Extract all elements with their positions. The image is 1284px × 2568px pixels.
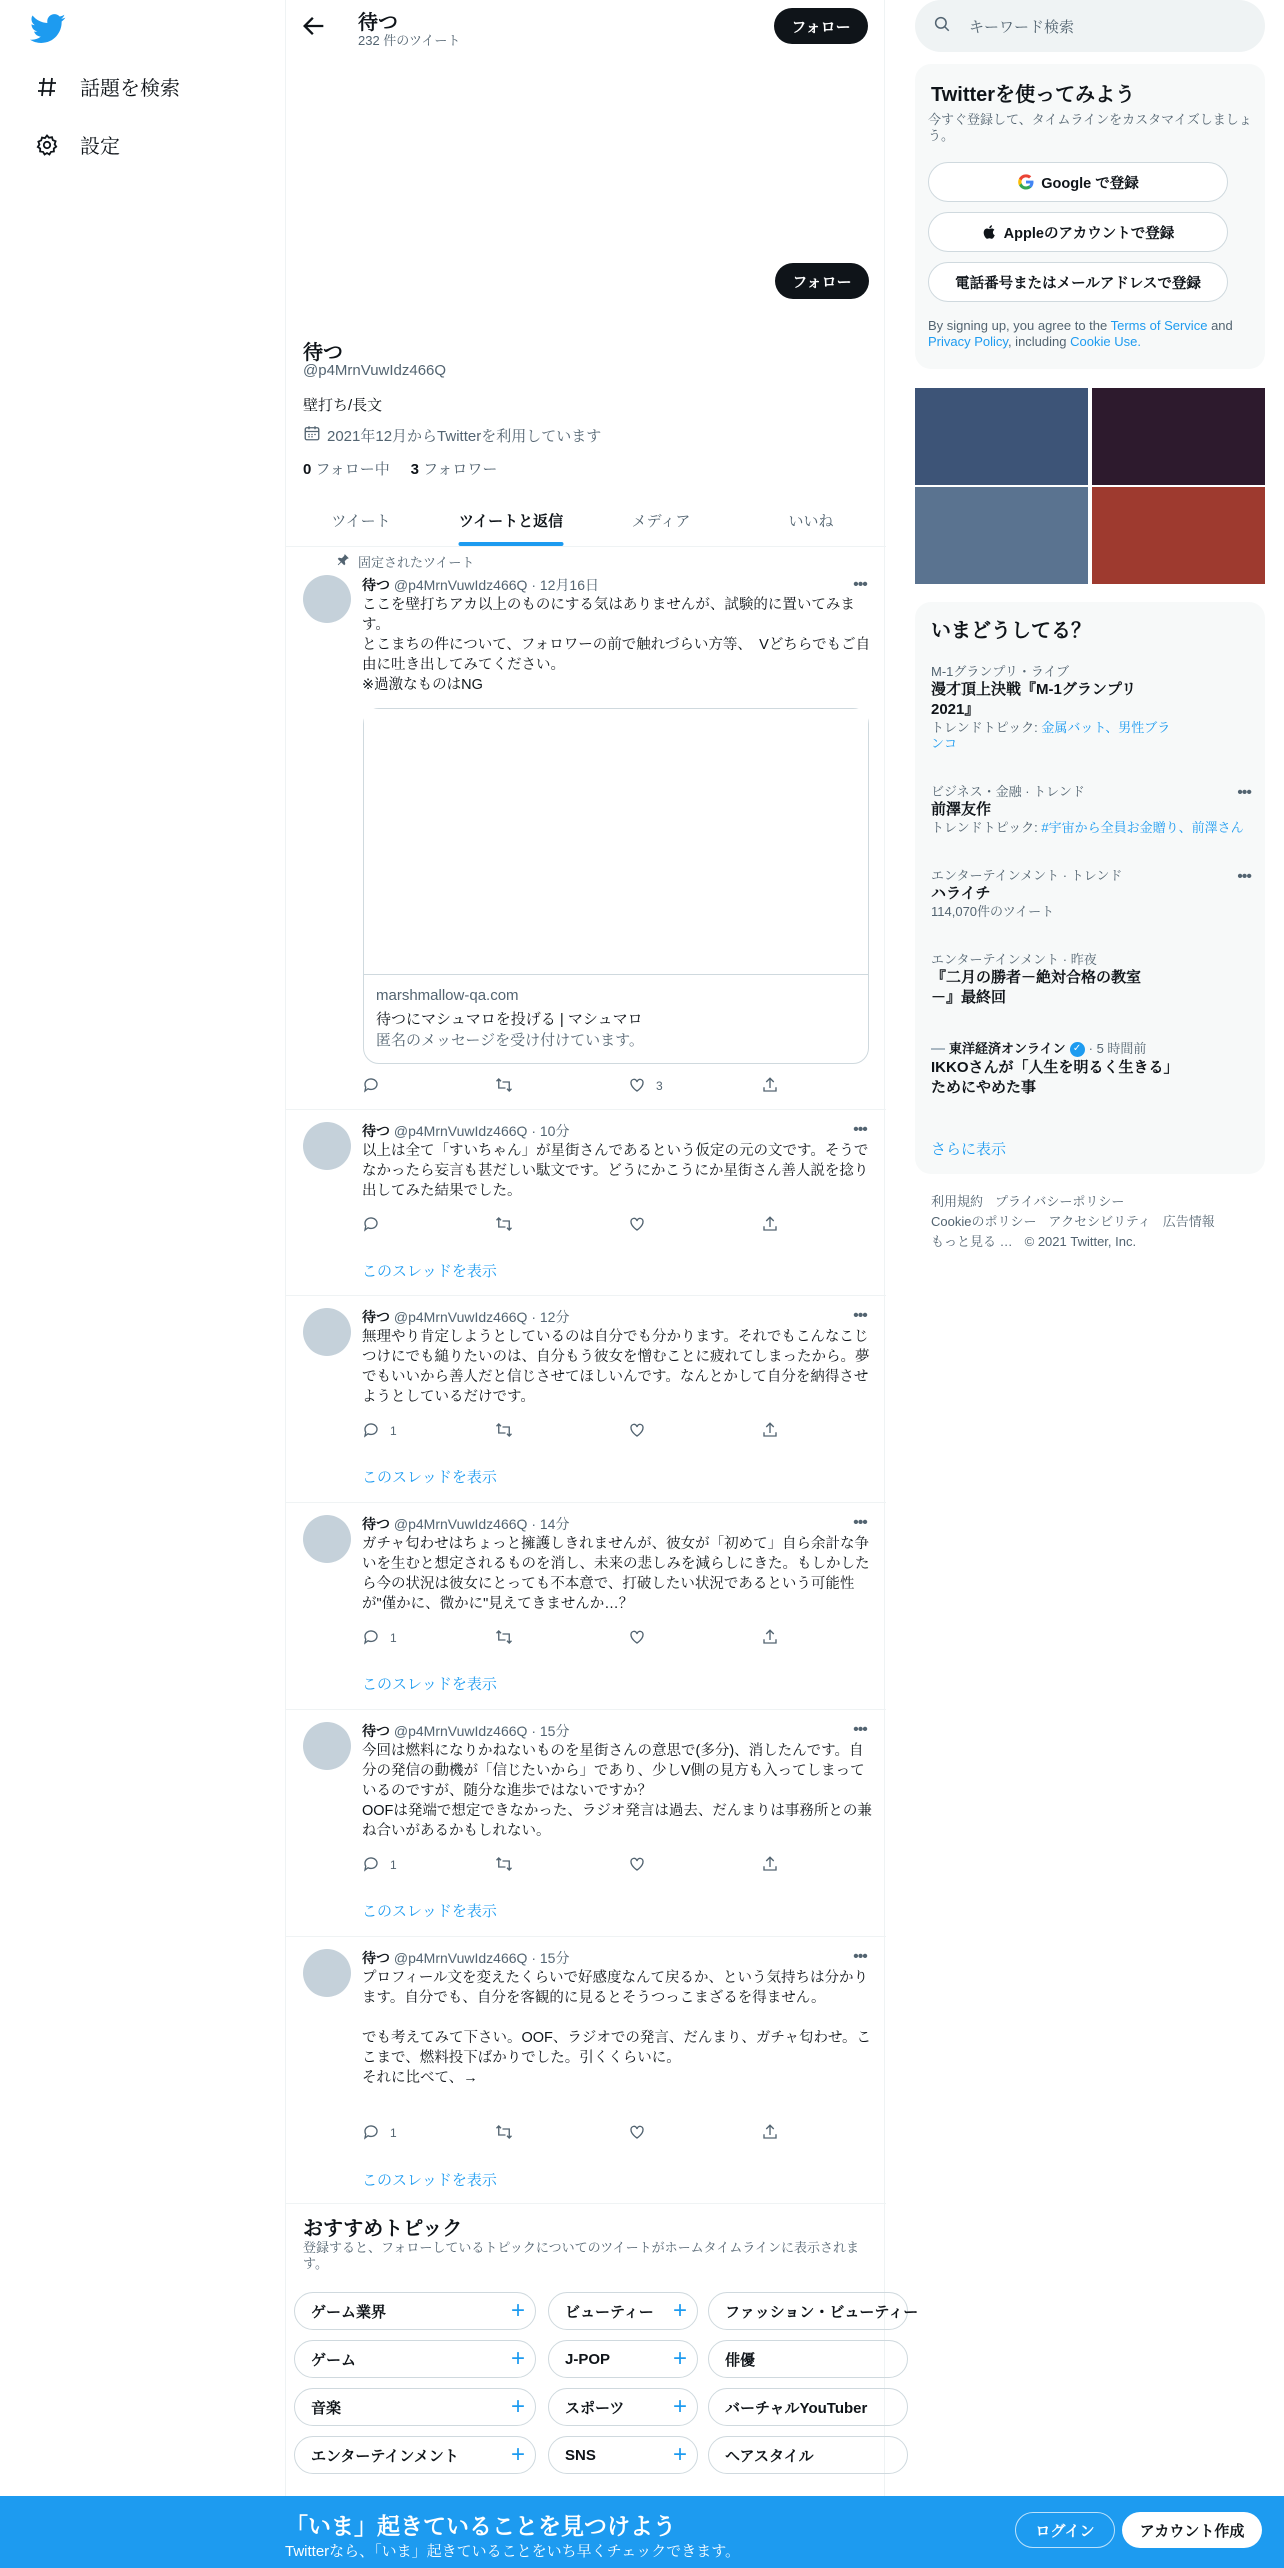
more-icon[interactable]: ••• xyxy=(853,1948,867,1965)
topic-row xyxy=(294,2292,919,2330)
news-logo-icon xyxy=(931,1048,945,1050)
tweet-actions xyxy=(362,1421,802,1441)
like-button[interactable] xyxy=(628,1628,761,1648)
tweet-author[interactable]: 待つ xyxy=(362,577,390,593)
tweet-text: プロフィール文を変えたくらいで好感度なんて戻るか、という気持ちは分かります。自分でも、自分を客観的に見るとそうつっこまざるを得ません。 でも考えてみて下さい。OOF、ラジオでの発言、だんまり、ガチャ匂わせ。ここまで、燃料投下ばかりでした。引くくらいに。 それに比べて、→ xyxy=(362,1970,872,2086)
like-button[interactable] xyxy=(628,2123,761,2143)
topic-row xyxy=(294,2340,886,2378)
avatar[interactable] xyxy=(303,575,351,623)
reply-button[interactable] xyxy=(362,1215,495,1235)
profile-joined-text: 2021年12月からTwitterを利用しています xyxy=(327,427,602,445)
apple-signup-button[interactable] xyxy=(928,212,1228,252)
reply-button[interactable] xyxy=(362,2123,495,2143)
media-thumbnail[interactable] xyxy=(1092,388,1265,485)
avatar[interactable] xyxy=(303,1308,351,1356)
reply-button[interactable] xyxy=(362,1855,495,1875)
news-source xyxy=(931,1040,1251,1058)
terms-link[interactable]: Terms of Service xyxy=(1110,318,1208,333)
reply-icon xyxy=(362,2123,380,2144)
like-button[interactable] xyxy=(628,1215,761,1235)
topic-label: ヘアスタイル xyxy=(725,2447,814,2465)
nav-explore[interactable] xyxy=(34,72,180,101)
trend-item[interactable] xyxy=(931,952,1251,1008)
media-thumbnail[interactable] xyxy=(1092,487,1265,584)
phone-email-signup-button[interactable]: 電話番号またはメールアドレスで登録 xyxy=(928,262,1228,302)
reply-count: 1 xyxy=(390,1424,397,1438)
twitter-bird-icon[interactable] xyxy=(30,14,66,44)
retweet-icon xyxy=(495,2123,513,2144)
show-thread-link[interactable]: このスレッドを表示 xyxy=(362,2172,497,2189)
tweet-text: ここを壁打ちアカ以上のものにする気はありませんが、試験的に置いてみます。 とこまちの件について、フォロワーの前で触れづらい方等、 Vどちらでもご自由に吐き出してみてください。 ※過激なものはNG xyxy=(362,597,871,693)
tweet-item[interactable] xyxy=(286,1710,886,1937)
reply-button[interactable] xyxy=(362,1421,495,1441)
profile-header xyxy=(286,0,886,52)
copyright: © 2021 Twitter, Inc. xyxy=(1024,1234,1137,1249)
topic-label: J-POP xyxy=(565,2350,611,2368)
bottombar-subtitle: Twitterなら、「いま」起きていることをいち早くチェックできます。 xyxy=(285,2543,741,2560)
topic-label: 音楽 xyxy=(311,2399,342,2417)
footer xyxy=(931,1192,1251,1252)
trend-meta xyxy=(931,904,1251,920)
tweet-meta: @p4MrnVuwIdz466Q · 12分 xyxy=(393,1309,570,1325)
tweet-header xyxy=(362,1121,872,1141)
topic-label: ビューティー xyxy=(565,2303,654,2321)
show-thread-link[interactable]: このスレッドを表示 xyxy=(362,1469,497,1486)
trend-meta-label: トレンドトピック: xyxy=(931,720,1042,735)
trend-item[interactable] xyxy=(931,664,1251,752)
trend-meta-link[interactable]: #宇宙から全員お金贈り、前澤さん xyxy=(1041,820,1244,835)
media-thumbnail[interactable] xyxy=(915,487,1088,584)
topic-label: エンターテインメント xyxy=(311,2447,459,2465)
tab-likes[interactable]: いいね xyxy=(788,513,834,530)
tweet-header xyxy=(362,575,872,595)
more-icon[interactable]: ••• xyxy=(1237,784,1251,801)
news-item[interactable] xyxy=(931,1040,1251,1098)
share-button[interactable] xyxy=(761,1855,801,1875)
tweet-actions xyxy=(362,1076,802,1096)
share-icon xyxy=(761,1855,779,1876)
bottombar-title: 「いま」起きていることを見つけよう xyxy=(285,2513,676,2539)
card-domain: marshmallow-qa.com xyxy=(376,987,519,1004)
plus-icon: + xyxy=(672,2441,687,2468)
trend-category: M-1グランプリ・ライブ xyxy=(931,664,1070,679)
search-placeholder: キーワード検索 xyxy=(969,18,1075,36)
pinned-label: 固定されたツイート xyxy=(358,555,475,570)
share-button[interactable] xyxy=(761,1628,801,1648)
show-more-link[interactable]: さらに表示 xyxy=(931,1141,1007,1158)
footer-more-link[interactable]: もっと見る … xyxy=(931,1234,1013,1249)
tweet-item[interactable] xyxy=(286,1937,886,2204)
reply-icon xyxy=(362,1628,380,1649)
tab-tweets-replies[interactable]: ツイートと返信 xyxy=(436,495,586,546)
footer-link[interactable]: アクセシビリティ xyxy=(1048,1214,1151,1229)
plus-icon: + xyxy=(510,2441,525,2468)
like-button[interactable] xyxy=(628,1076,761,1096)
footer-link[interactable]: 広告情報 xyxy=(1162,1214,1215,1229)
trend-name: 前澤友作 xyxy=(931,801,992,818)
trend-category: エンターテインメント · トレンド xyxy=(931,868,1123,883)
google-signup-label: Google で登録 xyxy=(1041,175,1139,192)
share-icon xyxy=(761,1628,779,1649)
tweet-author[interactable]: 待つ xyxy=(362,1950,390,1966)
main-column xyxy=(285,0,919,2568)
trend-name: 『二月の勝者－絶対合格の教室－』最終回 xyxy=(931,969,1142,1006)
tweet-item[interactable] xyxy=(286,1110,886,1296)
tweet-meta: @p4MrnVuwIdz466Q · 15分 xyxy=(393,1950,570,1966)
avatar[interactable] xyxy=(303,1722,351,1770)
news-source-name: 東洋経済オンライン xyxy=(949,1041,1066,1056)
plus-icon: + xyxy=(510,2345,525,2372)
nav-settings-label: 設定 xyxy=(80,136,120,158)
privacy-link[interactable]: Privacy Policy xyxy=(928,334,1008,349)
topic-chip[interactable] xyxy=(294,2388,536,2426)
reply-count: 1 xyxy=(390,1858,397,1872)
left-nav xyxy=(0,0,285,2568)
more-icon[interactable]: ••• xyxy=(853,1721,867,1738)
like-count: 3 xyxy=(656,1079,663,1093)
google-signup-button[interactable] xyxy=(928,162,1228,202)
reply-count: 1 xyxy=(390,1631,397,1645)
tweet-meta: @p4MrnVuwIdz466Q · 15分 xyxy=(393,1723,570,1739)
tweet-text: 無理やり肯定しようとしているのは自分でも分かります。それでもこんなこじつけにでも縋りたいのは、自分もう彼女を憎むことに疲れてしまったから。夢でもいいから善人だと信じさせてほしいんです。なんとかして自分を納得させようとしているだけです。 xyxy=(362,1329,870,1405)
share-icon xyxy=(761,1421,779,1442)
signup-panel xyxy=(915,64,1265,369)
topic-chip[interactable] xyxy=(294,2340,536,2378)
reply-button[interactable] xyxy=(362,1628,495,1648)
more-icon[interactable]: ••• xyxy=(1237,868,1251,885)
following-count: 0 xyxy=(303,461,312,478)
google-icon xyxy=(1017,173,1035,191)
signup-subtitle: 今すぐ登録して、タイムラインをカスタマイズしましょう。 xyxy=(928,112,1252,143)
cookie-link[interactable]: Cookie Use. xyxy=(1070,334,1141,349)
reply-button[interactable] xyxy=(362,1076,495,1096)
link-card[interactable] xyxy=(363,708,869,1064)
more-icon[interactable]: ••• xyxy=(853,1307,867,1324)
trends-panel xyxy=(915,602,1265,1174)
retweet-button[interactable] xyxy=(495,1628,628,1648)
reply-icon xyxy=(362,1855,380,1876)
tweet-text: 今回は燃料になりかねないものを星街さんの意思で(多分)、消したんです。自分の発信の動機が「信じたいから」であり、少しV側の見方も入ってしまっているのですが、随分な進歩ではないですか？ OOFは発端で想定できなかった、ラジオ発言は過去、だんまりは事務所との兼ね合いがあるかもしれない。 xyxy=(362,1743,872,1839)
profile-handle: @p4MrnVuwIdz466Q xyxy=(303,362,447,379)
plus-icon: + xyxy=(510,2393,525,2420)
tweet-author[interactable]: 待つ xyxy=(362,1309,390,1325)
trends-title: いまどうしてる？ xyxy=(931,620,1091,642)
heart-icon xyxy=(628,1215,646,1236)
topic-label: SNS xyxy=(565,2446,596,2464)
more-icon[interactable]: ••• xyxy=(853,576,867,593)
like-button[interactable] xyxy=(628,1421,761,1441)
retweet-button[interactable] xyxy=(495,1215,628,1235)
tweet-header xyxy=(362,1514,872,1534)
following-link[interactable] xyxy=(303,461,390,478)
share-icon xyxy=(761,1215,779,1236)
card-description: 匿名のメッセージを受け付けています。 xyxy=(376,1032,644,1049)
share-button[interactable] xyxy=(761,1076,801,1096)
topic-chip[interactable] xyxy=(708,2436,908,2474)
share-button[interactable] xyxy=(761,1421,801,1441)
tweet-meta: @p4MrnVuwIdz466Q · 14分 xyxy=(393,1516,570,1532)
nav-explore-label: 話題を検索 xyxy=(80,78,180,100)
legal-including: , including xyxy=(1007,334,1067,349)
retweet-button[interactable] xyxy=(495,2123,628,2143)
topics-title: おすすめトピック xyxy=(303,2218,463,2240)
trend-item[interactable] xyxy=(931,784,1251,836)
retweet-icon xyxy=(495,1421,513,1442)
topic-label: 俳優 xyxy=(725,2351,756,2369)
tweet-actions xyxy=(362,1855,802,1875)
trend-category: エンターテインメント · 昨夜 xyxy=(931,952,1097,967)
share-icon xyxy=(761,2123,779,2144)
tweet-actions xyxy=(362,1215,802,1235)
share-button[interactable] xyxy=(761,1215,801,1235)
header-follow-button[interactable]: フォロー xyxy=(774,8,868,44)
tweet-text: 以上は全て「すいちゃん」が星街さんであるという仮定の元の文です。そうでなかったら妄言も甚だしい駄文です。どうにかこうにか星街さん善人説を捻り出してみた結果でした。 xyxy=(362,1143,869,1199)
topic-label: ゲーム xyxy=(311,2351,357,2369)
trend-meta xyxy=(931,720,1171,752)
apple-icon xyxy=(982,223,998,241)
retweet-icon xyxy=(495,1855,513,1876)
heart-icon xyxy=(628,1076,646,1097)
search-icon xyxy=(933,15,951,37)
plus-icon: + xyxy=(510,2297,525,2324)
share-icon xyxy=(761,1076,779,1097)
tweet-item[interactable] xyxy=(286,545,886,1110)
topic-label: ファッション・ビューティー xyxy=(725,2303,919,2321)
show-thread-link[interactable]: このスレッドを表示 xyxy=(362,1676,497,1693)
card-image xyxy=(364,709,868,975)
media-thumbnail[interactable] xyxy=(915,388,1088,485)
plus-icon: + xyxy=(672,2393,687,2420)
news-title: IKKOさんが「人生を明るく生きる」ためにやめた事 xyxy=(931,1059,1179,1096)
legal-text: By signing up, you agree to the xyxy=(928,318,1108,333)
topic-row xyxy=(294,2388,886,2426)
topic-row xyxy=(294,2436,886,2474)
signup-button[interactable]: アカウント作成 xyxy=(1122,2512,1262,2548)
legal-and: and xyxy=(1211,318,1233,333)
show-thread-link[interactable]: このスレッドを表示 xyxy=(362,1903,497,1920)
tweet-author[interactable]: 待つ xyxy=(362,1723,390,1739)
reply-count: 1 xyxy=(390,2126,397,2140)
nav-settings[interactable] xyxy=(34,130,120,159)
verified-badge-icon: ✓ xyxy=(1070,1042,1085,1057)
profile-tabs xyxy=(286,495,886,547)
topic-label: ゲーム業界 xyxy=(311,2303,387,2321)
avatar[interactable] xyxy=(303,1949,351,1997)
reply-icon xyxy=(362,1215,380,1236)
trend-category: ビジネス・金融 · トレンド xyxy=(931,784,1085,799)
tweet-author[interactable]: 待つ xyxy=(362,1516,390,1532)
bottom-signup-bar xyxy=(0,2496,1284,2568)
heart-icon xyxy=(628,1421,646,1442)
gear-icon xyxy=(34,132,60,158)
retweet-icon xyxy=(495,1215,513,1236)
tweet-author[interactable]: 待つ xyxy=(362,1123,390,1139)
profile-follow-button[interactable]: フォロー xyxy=(775,263,869,299)
like-button[interactable] xyxy=(628,1855,761,1875)
hashtag-icon xyxy=(34,74,60,100)
header-name: 待つ xyxy=(358,12,398,34)
plus-icon: + xyxy=(672,2297,687,2324)
search-input[interactable] xyxy=(915,0,1265,52)
tweet-item[interactable] xyxy=(286,1296,886,1503)
followers-label: フォロワー xyxy=(423,461,498,478)
retweet-button[interactable] xyxy=(495,1076,628,1096)
reply-icon xyxy=(362,1421,380,1442)
login-button[interactable]: ログイン xyxy=(1015,2512,1115,2548)
trend-meta-link[interactable]: 金属バット、男性ブランコ xyxy=(931,720,1171,751)
retweet-button[interactable] xyxy=(495,1855,628,1875)
tweet-meta: @p4MrnVuwIdz466Q · 12月16日 xyxy=(393,577,600,593)
profile-joined xyxy=(303,424,601,446)
plus-icon: + xyxy=(672,2345,687,2372)
news-time: · 5 時間前 xyxy=(1088,1041,1147,1056)
topic-label: バーチャルYouTuber xyxy=(725,2399,868,2417)
footer-link[interactable]: プライバシーポリシー xyxy=(995,1194,1125,1209)
avatar[interactable] xyxy=(303,1515,351,1563)
tab-tweets[interactable]: ツイート xyxy=(331,513,391,530)
trend-meta-label: 114,070件のツイート xyxy=(931,904,1055,919)
retweet-icon xyxy=(495,1628,513,1649)
calendar-icon xyxy=(303,424,321,446)
topic-chip[interactable] xyxy=(548,2436,698,2474)
apple-signup-label: Appleのアカウントで登録 xyxy=(1003,225,1175,242)
tweet-actions xyxy=(362,1628,802,1648)
heart-icon xyxy=(628,1855,646,1876)
more-icon[interactable]: ••• xyxy=(853,1121,867,1138)
tweet-actions xyxy=(362,2123,802,2143)
trend-name: ハライチ xyxy=(931,885,991,902)
back-arrow-icon[interactable] xyxy=(300,12,328,40)
tweet-header xyxy=(362,1307,872,1327)
topic-chip[interactable] xyxy=(708,2340,908,2378)
topic-chip[interactable] xyxy=(294,2292,536,2330)
heart-icon xyxy=(628,2123,646,2144)
topic-chip[interactable] xyxy=(548,2292,698,2330)
signup-legal xyxy=(928,318,1253,350)
topic-chip[interactable] xyxy=(294,2436,536,2474)
tweet-item[interactable] xyxy=(286,1503,886,1710)
topic-chip[interactable] xyxy=(548,2388,698,2426)
header-tweet-count: 232 件のツイート xyxy=(358,33,461,48)
avatar[interactable] xyxy=(303,1122,351,1170)
tweet-header xyxy=(362,1948,872,1968)
following-label: フォロー中 xyxy=(315,461,390,478)
topics-subtitle: 登録すると、フォローしているトピックについてのツイートがホームタイムラインに表示されます。 xyxy=(303,2240,860,2271)
trend-meta-label: トレンドトピック: xyxy=(931,820,1042,835)
footer-link[interactable]: Cookieのポリシー xyxy=(931,1214,1037,1229)
trend-item[interactable] xyxy=(931,868,1251,920)
topic-label: スポーツ xyxy=(565,2399,625,2417)
trend-meta xyxy=(931,820,1251,836)
followers-count: 3 xyxy=(410,461,419,478)
trend-name: 漫才頂上決戦『M-1グランプリ2021』 xyxy=(931,681,1137,718)
heart-icon xyxy=(628,1628,646,1649)
media-grid xyxy=(915,388,1265,584)
topic-chip[interactable] xyxy=(708,2388,908,2426)
profile-name: 待つ xyxy=(303,342,343,364)
more-icon[interactable]: ••• xyxy=(853,1514,867,1531)
tweet-text: ガチャ匂わせはちょっと擁護しきれませんが、彼女が「初めて」自ら余計な争いを生むと想定されるものを消し、未来の悲しみを減らしにきた。もしかしたら今の状況は彼女にとっても不本意で、打破したい状況であるという可能性が"僅かに、微かに"見えてきませんか…？ xyxy=(362,1536,870,1612)
retweet-icon xyxy=(495,1076,513,1097)
tab-media[interactable]: メディア xyxy=(631,513,691,530)
footer-link[interactable]: 利用規約 xyxy=(931,1194,984,1209)
show-thread-link[interactable]: このスレッドを表示 xyxy=(362,1263,497,1280)
right-sidebar xyxy=(915,0,1265,2500)
signup-title: Twitterを使ってみよう xyxy=(931,84,1136,106)
tweet-meta: @p4MrnVuwIdz466Q · 10分 xyxy=(393,1123,570,1139)
followers-link[interactable] xyxy=(411,461,498,478)
card-title: 待つにマシュマロを投げる | マシュマロ xyxy=(376,1011,643,1028)
retweet-button[interactable] xyxy=(495,1421,628,1441)
topic-chip[interactable] xyxy=(708,2292,919,2330)
profile-follow-stats xyxy=(303,458,497,479)
topic-chip[interactable] xyxy=(548,2340,698,2378)
profile-bio: 壁打ち/長文 xyxy=(303,397,383,414)
share-button[interactable] xyxy=(761,2123,801,2143)
tweet-header xyxy=(362,1721,872,1741)
reply-icon xyxy=(362,1076,380,1097)
